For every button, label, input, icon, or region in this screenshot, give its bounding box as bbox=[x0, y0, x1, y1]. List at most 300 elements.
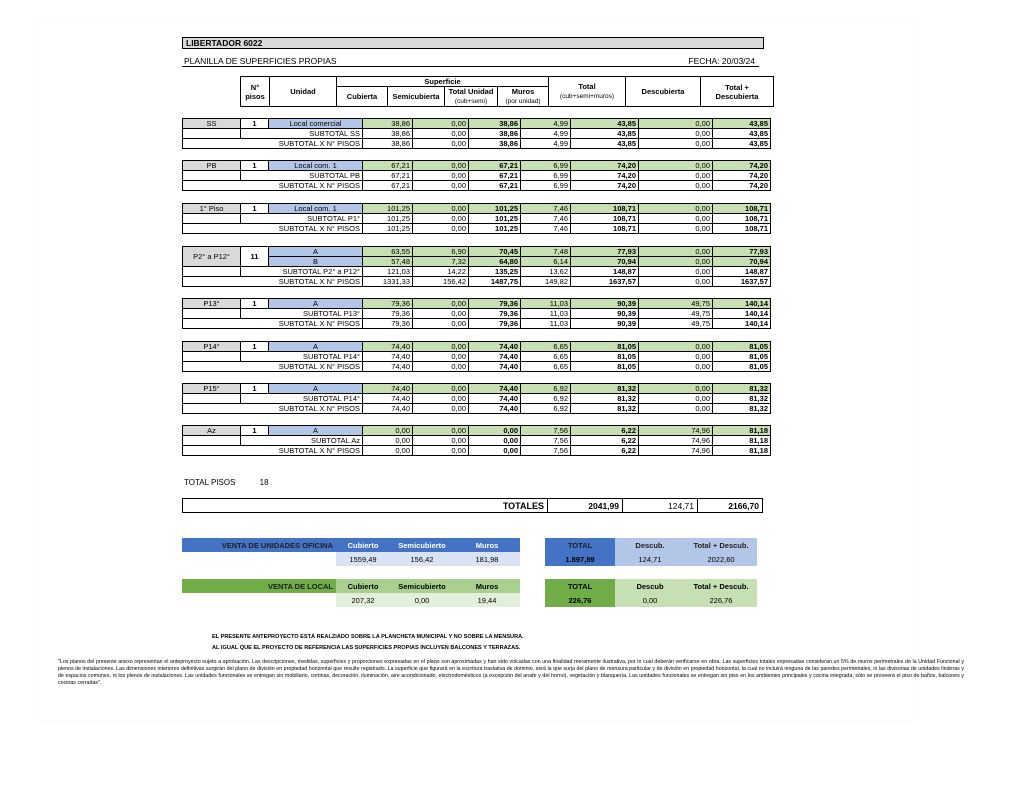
unit-name: B bbox=[269, 257, 363, 267]
muros-cell: 6,65 bbox=[521, 362, 571, 372]
total-cell: 74,20 bbox=[571, 161, 639, 171]
muros-cell: 7,48 bbox=[521, 247, 571, 257]
descubierta-cell: 0,00 bbox=[639, 224, 713, 234]
cubierta-cell: 38,86 bbox=[363, 129, 413, 139]
muros-cell: 4,99 bbox=[521, 129, 571, 139]
venta-oficina-h-totaldesc: Total + Descub. bbox=[685, 538, 757, 552]
venta-local-blank bbox=[182, 593, 336, 607]
venta-oficina-v-semicubierto: 156,42 bbox=[390, 552, 454, 566]
table-row bbox=[183, 247, 771, 257]
total-cell: 90,39 bbox=[571, 319, 639, 329]
muros-cell: 6,92 bbox=[521, 394, 571, 404]
subtotal-pisos-label: SUBTOTAL X N° PISOS bbox=[183, 277, 363, 287]
total-unidad-cell: 67,21 bbox=[469, 161, 521, 171]
disclaimer-text: "Los planos del presente anexo representan el anteproyecto sujeto a aprobación. Las descripciones, medidas, superficies y proporciones expresadas en el plano son aproximadas y han sido volcadas con una finalidad meramente ilustrativa, por lo cual deberán verificarse en obra. Las superficies totales expresadas consideran un 5% de muros perimetrales de la Unidad Funcional y plenos de instalaciones. Las dimensiones interiores definitivas surgirán del plano de división en propiedad horizontal que resulte registrado. La superficie que figurará en la escritura traslativa de dominio, será la que surja del plano de mensura particular y de división en propiedad horizontal, la cual no incluirá ninguna de las paredes perimetrales, ni las divisorias de unidades linderas y de espacios comunes, ni los plenos de instalaciones. Las unidades funcionales se entregan sin mobiliario, cortinas, decoración, iluminación, aire acondicionado, electrodomésticos (a excepción del anafe y del horno), vegetación y blanquería. Las unidades funcionales se entregan sin piso en los ambientes principales y cocina integrada; sólo se proveerá el piso de baños, balcones y cocinas cerradas". bbox=[58, 659, 964, 686]
total-desc-cell: 148,87 bbox=[713, 267, 771, 277]
floor-label: SS bbox=[183, 119, 241, 129]
total-cell: 77,93 bbox=[571, 247, 639, 257]
subtotal-label: SUBTOTAL P14° bbox=[241, 394, 363, 404]
total-desc-cell: 70,94 bbox=[713, 257, 771, 267]
venta-local-h-descub: Descub bbox=[615, 579, 685, 593]
total-unidad-cell: 79,36 bbox=[469, 319, 521, 329]
table-row bbox=[183, 309, 771, 319]
floor-count: 1 bbox=[241, 299, 269, 309]
semicubierta-cell: 0,00 bbox=[413, 119, 469, 129]
col-descubierta: Descubierta bbox=[626, 77, 701, 107]
total-unidad-cell: 70,45 bbox=[469, 247, 521, 257]
muros-cell: 6,99 bbox=[521, 171, 571, 181]
total-desc-cell: 81,05 bbox=[713, 352, 771, 362]
totales-row bbox=[182, 498, 763, 513]
floor-count: 1 bbox=[241, 161, 269, 171]
total-desc-cell: 81,32 bbox=[713, 384, 771, 394]
total-desc-cell: 81,18 bbox=[713, 426, 771, 436]
subtotal-pisos-label: SUBTOTAL X N° PISOS bbox=[183, 224, 363, 234]
venta-local-h-totaldesc: Total + Descub. bbox=[685, 579, 757, 593]
semicubierta-cell: 156,42 bbox=[413, 277, 469, 287]
floor-group-table bbox=[182, 160, 771, 191]
venta-oficina-h-muros: Muros bbox=[454, 538, 520, 552]
total-desc-cell: 108,71 bbox=[713, 204, 771, 214]
venta-local-v-descub: 0,00 bbox=[615, 593, 685, 607]
cubierta-cell: 0,00 bbox=[363, 446, 413, 456]
venta-oficina-blank bbox=[182, 552, 336, 566]
note-balcones: AL IGUAL QUE EL PROYECTO DE REFERENCIA LAS SUPERFICIES PROPIAS INCLUYEN BALCONES Y TERRAZAS. bbox=[212, 645, 521, 651]
total-unidad-cell: 74,40 bbox=[469, 404, 521, 414]
floor-label: 1° Piso bbox=[183, 204, 241, 214]
cubierta-cell: 67,21 bbox=[363, 181, 413, 191]
total-unidad-cell: 1487,75 bbox=[469, 277, 521, 287]
total-cell: 43,85 bbox=[571, 139, 639, 149]
venta-local-label: VENTA DE LOCAL bbox=[182, 579, 336, 593]
table-row bbox=[183, 384, 771, 394]
table-row bbox=[183, 342, 771, 352]
total-desc-cell: 81,18 bbox=[713, 436, 771, 446]
floor-count: 11 bbox=[241, 247, 269, 267]
descubierta-cell: 74,96 bbox=[639, 436, 713, 446]
table-row bbox=[183, 139, 771, 149]
blank-cell bbox=[183, 436, 241, 446]
total-cell: 43,85 bbox=[571, 129, 639, 139]
subtotal-label: SUBTOTAL P14° bbox=[241, 352, 363, 362]
floor-count: 1 bbox=[241, 342, 269, 352]
floor-group-table bbox=[182, 203, 771, 234]
table-row bbox=[183, 319, 771, 329]
table-row bbox=[183, 436, 771, 446]
table-row bbox=[183, 426, 771, 436]
totales-total-desc: 2166,70 bbox=[698, 499, 763, 513]
total-cell: 6,22 bbox=[571, 426, 639, 436]
floor-label: P2° a P12° bbox=[183, 247, 241, 267]
floor-count: 1 bbox=[241, 204, 269, 214]
col-total-unidad: Total Unidad (cub+semi) bbox=[445, 87, 498, 107]
semicubierta-cell: 0,00 bbox=[413, 426, 469, 436]
venta-oficina-h-total: TOTAL bbox=[545, 538, 615, 552]
sheet-subtitle-bar bbox=[182, 56, 759, 67]
muros-cell: 7,56 bbox=[521, 426, 571, 436]
total-unidad-cell: 79,36 bbox=[469, 299, 521, 309]
venta-local-h-cubierto: Cubierto bbox=[336, 579, 390, 593]
descubierta-cell: 0,00 bbox=[639, 404, 713, 414]
note-plancheta: EL PRESENTE ANTEPROYECTO ESTÁ REALZIADO SOBRE LA PLANCHETA MUNICIPAL Y NO SOBRE LA MENSURA. bbox=[212, 634, 524, 640]
total-cell: 90,39 bbox=[571, 299, 639, 309]
unit-name: Local com. 1 bbox=[269, 161, 363, 171]
table-row bbox=[183, 267, 771, 277]
total-desc-cell: 74,20 bbox=[713, 171, 771, 181]
total-cell: 6,22 bbox=[571, 436, 639, 446]
subtotal-pisos-label: SUBTOTAL X N° PISOS bbox=[183, 446, 363, 456]
floor-label: P13° bbox=[183, 299, 241, 309]
total-cell: 43,85 bbox=[571, 119, 639, 129]
table-row bbox=[183, 204, 771, 214]
floor-count: 1 bbox=[241, 384, 269, 394]
total-desc-cell: 81,32 bbox=[713, 404, 771, 414]
total-desc-cell: 140,14 bbox=[713, 299, 771, 309]
total-unidad-cell: 74,40 bbox=[469, 384, 521, 394]
total-desc-cell: 108,71 bbox=[713, 224, 771, 234]
semicubierta-cell: 0,00 bbox=[413, 224, 469, 234]
col-npisos: N° pisos bbox=[241, 77, 270, 107]
cubierta-cell: 79,36 bbox=[363, 309, 413, 319]
table-row bbox=[183, 404, 771, 414]
descubierta-cell: 0,00 bbox=[639, 277, 713, 287]
total-cell: 81,32 bbox=[571, 404, 639, 414]
floor-label: P14° bbox=[183, 342, 241, 352]
muros-cell: 6,65 bbox=[521, 342, 571, 352]
sheet-date: FECHA: 20/03/24 bbox=[688, 56, 755, 66]
venta-oficina-v-cubierto: 1559,49 bbox=[336, 552, 390, 566]
total-unidad-cell: 0,00 bbox=[469, 446, 521, 456]
table-row bbox=[183, 352, 771, 362]
total-cell: 1637,57 bbox=[571, 277, 639, 287]
semicubierta-cell: 6,90 bbox=[413, 247, 469, 257]
total-cell: 108,71 bbox=[571, 224, 639, 234]
muros-cell: 13,62 bbox=[521, 267, 571, 277]
floor-group-table bbox=[182, 425, 771, 456]
semicubierta-cell: 0,00 bbox=[413, 161, 469, 171]
total-unidad-cell: 38,86 bbox=[469, 129, 521, 139]
venta-local-h-total: TOTAL bbox=[545, 579, 615, 593]
total-pisos bbox=[184, 478, 269, 487]
venta-oficina-v-muros: 181,98 bbox=[454, 552, 520, 566]
blank-cell bbox=[183, 171, 241, 181]
semicubierta-cell: 0,00 bbox=[413, 319, 469, 329]
descubierta-cell: 0,00 bbox=[639, 139, 713, 149]
floor-label: Az bbox=[183, 426, 241, 436]
cubierta-cell: 74,40 bbox=[363, 362, 413, 372]
subtotal-pisos-label: SUBTOTAL X N° PISOS bbox=[183, 181, 363, 191]
total-desc-cell: 74,20 bbox=[713, 161, 771, 171]
table-row bbox=[183, 129, 771, 139]
table-row bbox=[183, 214, 771, 224]
cubierta-cell: 74,40 bbox=[363, 342, 413, 352]
total-unidad-cell: 0,00 bbox=[469, 426, 521, 436]
descubierta-cell: 0,00 bbox=[639, 257, 713, 267]
total-unidad-cell: 67,21 bbox=[469, 171, 521, 181]
col-semicubierta: Semicubierta bbox=[388, 87, 445, 107]
total-cell: 81,05 bbox=[571, 352, 639, 362]
table-row bbox=[183, 446, 771, 456]
floor-label: P15° bbox=[183, 384, 241, 394]
muros-cell: 4,99 bbox=[521, 139, 571, 149]
cubierta-cell: 79,36 bbox=[363, 299, 413, 309]
floor-group-table bbox=[182, 383, 771, 414]
venta-oficina-v-total: 1.897,89 bbox=[545, 552, 615, 566]
table-row bbox=[183, 362, 771, 372]
semicubierta-cell: 0,00 bbox=[413, 436, 469, 446]
table-row bbox=[183, 119, 771, 129]
descubierta-cell: 49,75 bbox=[639, 309, 713, 319]
unit-name: Local com. 1 bbox=[269, 204, 363, 214]
floor-count: 1 bbox=[241, 119, 269, 129]
total-cell: 148,87 bbox=[571, 267, 639, 277]
table-row bbox=[183, 171, 771, 181]
total-unidad-cell: 67,21 bbox=[469, 181, 521, 191]
semicubierta-cell: 0,00 bbox=[413, 352, 469, 362]
total-cell: 70,94 bbox=[571, 257, 639, 267]
cubierta-cell: 101,25 bbox=[363, 204, 413, 214]
col-unidad: Unidad bbox=[270, 77, 337, 107]
total-unidad-cell: 79,36 bbox=[469, 309, 521, 319]
venta-oficina-v-totaldesc: 2022,60 bbox=[685, 552, 757, 566]
floor-group-table bbox=[182, 246, 771, 287]
muros-cell: 6,99 bbox=[521, 161, 571, 171]
semicubierta-cell: 0,00 bbox=[413, 309, 469, 319]
descubierta-cell: 74,96 bbox=[639, 446, 713, 456]
descubierta-cell: 49,75 bbox=[639, 319, 713, 329]
venta-local-v-semicubierto: 0,00 bbox=[390, 593, 454, 607]
subtotal-pisos-label: SUBTOTAL X N° PISOS bbox=[183, 139, 363, 149]
cubierta-cell: 101,25 bbox=[363, 224, 413, 234]
descubierta-cell: 0,00 bbox=[639, 161, 713, 171]
venta-local-h-semicubierto: Semicubierto bbox=[390, 579, 454, 593]
col-total: Total (cub+semi+muros) bbox=[549, 77, 626, 107]
semicubierta-cell: 14,22 bbox=[413, 267, 469, 277]
semicubierta-cell: 0,00 bbox=[413, 446, 469, 456]
descubierta-cell: 0,00 bbox=[639, 394, 713, 404]
muros-cell: 6,14 bbox=[521, 257, 571, 267]
floor-group-table bbox=[182, 341, 771, 372]
total-unidad-cell: 74,40 bbox=[469, 394, 521, 404]
floor-group-table bbox=[182, 298, 771, 329]
venta-local-v-total: 226,76 bbox=[545, 593, 615, 607]
muros-cell: 7,56 bbox=[521, 436, 571, 446]
descubierta-cell: 0,00 bbox=[639, 352, 713, 362]
total-unidad-cell: 74,40 bbox=[469, 352, 521, 362]
cubierta-cell: 57,48 bbox=[363, 257, 413, 267]
document-title: LIBERTADOR 6022 bbox=[182, 37, 764, 49]
table-row bbox=[183, 394, 771, 404]
total-desc-cell: 74,20 bbox=[713, 181, 771, 191]
cubierta-cell: 121,03 bbox=[363, 267, 413, 277]
muros-cell: 7,56 bbox=[521, 446, 571, 456]
venta-oficina-table bbox=[182, 538, 520, 566]
unit-name: A bbox=[269, 299, 363, 309]
subtotal-label: SUBTOTAL P1° bbox=[241, 214, 363, 224]
cubierta-cell: 63,55 bbox=[363, 247, 413, 257]
venta-oficina-label: VENTA DE UNIDADES OFICINA bbox=[182, 538, 336, 552]
table-row bbox=[183, 161, 771, 171]
venta-local-totals bbox=[545, 579, 757, 607]
semicubierta-cell: 0,00 bbox=[413, 171, 469, 181]
semicubierta-cell: 0,00 bbox=[413, 362, 469, 372]
muros-cell: 11,03 bbox=[521, 299, 571, 309]
semicubierta-cell: 0,00 bbox=[413, 214, 469, 224]
descubierta-cell: 0,00 bbox=[639, 119, 713, 129]
total-desc-cell: 140,14 bbox=[713, 319, 771, 329]
column-header-table bbox=[240, 76, 774, 107]
cubierta-cell: 38,86 bbox=[363, 139, 413, 149]
muros-cell: 4,99 bbox=[521, 119, 571, 129]
semicubierta-cell: 0,00 bbox=[413, 204, 469, 214]
total-cell: 81,32 bbox=[571, 384, 639, 394]
total-desc-cell: 81,05 bbox=[713, 362, 771, 372]
semicubierta-cell: 0,00 bbox=[413, 394, 469, 404]
venta-local-v-cubierto: 207,32 bbox=[336, 593, 390, 607]
total-unidad-cell: 64,80 bbox=[469, 257, 521, 267]
cubierta-cell: 101,25 bbox=[363, 214, 413, 224]
total-desc-cell: 43,85 bbox=[713, 119, 771, 129]
descubierta-cell: 0,00 bbox=[639, 247, 713, 257]
total-unidad-cell: 74,40 bbox=[469, 342, 521, 352]
sheet-subtitle: PLANILLA DE SUPERFICIES PROPIAS bbox=[184, 56, 337, 66]
floor-group-table bbox=[182, 118, 771, 149]
cubierta-cell: 67,21 bbox=[363, 171, 413, 181]
muros-cell: 6,65 bbox=[521, 352, 571, 362]
venta-oficina-v-descub: 124,71 bbox=[615, 552, 685, 566]
total-cell: 108,71 bbox=[571, 204, 639, 214]
unit-name: A bbox=[269, 342, 363, 352]
descubierta-cell: 49,75 bbox=[639, 299, 713, 309]
cubierta-cell: 1331,33 bbox=[363, 277, 413, 287]
descubierta-cell: 0,00 bbox=[639, 171, 713, 181]
muros-cell: 7,46 bbox=[521, 224, 571, 234]
total-desc-cell: 1637,57 bbox=[713, 277, 771, 287]
venta-local-v-muros: 19,44 bbox=[454, 593, 520, 607]
col-cubierta: Cubierta bbox=[337, 87, 388, 107]
descubierta-cell: 0,00 bbox=[639, 204, 713, 214]
subtotal-pisos-label: SUBTOTAL X N° PISOS bbox=[183, 319, 363, 329]
total-pisos-label: TOTAL PISOS bbox=[184, 478, 236, 487]
total-desc-cell: 43,85 bbox=[713, 129, 771, 139]
blank-cell bbox=[183, 129, 241, 139]
muros-cell: 7,46 bbox=[521, 204, 571, 214]
blank-cell bbox=[183, 309, 241, 319]
subtotal-pisos-label: SUBTOTAL X N° PISOS bbox=[183, 404, 363, 414]
descubierta-cell: 74,96 bbox=[639, 426, 713, 436]
subtotal-label: SUBTOTAL Az bbox=[241, 436, 363, 446]
descubierta-cell: 0,00 bbox=[639, 342, 713, 352]
muros-cell: 6,92 bbox=[521, 404, 571, 414]
subtotal-pisos-label: SUBTOTAL X N° PISOS bbox=[183, 362, 363, 372]
total-cell: 90,39 bbox=[571, 309, 639, 319]
total-unidad-cell: 135,25 bbox=[469, 267, 521, 277]
total-cell: 6,22 bbox=[571, 446, 639, 456]
total-unidad-cell: 101,25 bbox=[469, 214, 521, 224]
venta-local-h-muros: Muros bbox=[454, 579, 520, 593]
table-row bbox=[183, 224, 771, 234]
table-row bbox=[183, 257, 771, 267]
total-pisos-value: 18 bbox=[259, 478, 269, 487]
total-cell: 108,71 bbox=[571, 214, 639, 224]
muros-cell: 149,82 bbox=[521, 277, 571, 287]
semicubierta-cell: 7,32 bbox=[413, 257, 469, 267]
descubierta-cell: 0,00 bbox=[639, 362, 713, 372]
totales-label: TOTALES bbox=[183, 499, 548, 513]
venta-oficina-h-semicubierto: Semicubierto bbox=[390, 538, 454, 552]
total-desc-cell: 140,14 bbox=[713, 309, 771, 319]
subtotal-label: SUBTOTAL PB bbox=[241, 171, 363, 181]
subtotal-label: SUBTOTAL P13° bbox=[241, 309, 363, 319]
descubierta-cell: 0,00 bbox=[639, 384, 713, 394]
table-row bbox=[183, 277, 771, 287]
muros-cell: 6,92 bbox=[521, 384, 571, 394]
total-unidad-cell: 38,86 bbox=[469, 139, 521, 149]
descubierta-cell: 0,00 bbox=[639, 181, 713, 191]
total-desc-cell: 43,85 bbox=[713, 139, 771, 149]
total-desc-cell: 81,18 bbox=[713, 446, 771, 456]
total-unidad-cell: 0,00 bbox=[469, 436, 521, 446]
muros-cell: 11,03 bbox=[521, 319, 571, 329]
venta-oficina-totals bbox=[545, 538, 757, 566]
total-cell: 74,20 bbox=[571, 181, 639, 191]
muros-cell: 6,99 bbox=[521, 181, 571, 191]
semicubierta-cell: 0,00 bbox=[413, 342, 469, 352]
total-cell: 81,05 bbox=[571, 362, 639, 372]
col-total-desc: Total + Descubierta bbox=[701, 77, 774, 107]
venta-oficina-h-descub: Descub. bbox=[615, 538, 685, 552]
total-unidad-cell: 38,86 bbox=[469, 119, 521, 129]
semicubierta-cell: 0,00 bbox=[413, 181, 469, 191]
muros-cell: 11,03 bbox=[521, 309, 571, 319]
blank-cell bbox=[183, 267, 241, 277]
total-desc-cell: 81,05 bbox=[713, 342, 771, 352]
muros-cell: 7,46 bbox=[521, 214, 571, 224]
cubierta-cell: 74,40 bbox=[363, 384, 413, 394]
cubierta-cell: 0,00 bbox=[363, 436, 413, 446]
subtotal-label: SUBTOTAL P2° a P12° bbox=[241, 267, 363, 277]
col-superficie: Superficie bbox=[337, 77, 549, 87]
subtotal-label: SUBTOTAL SS bbox=[241, 129, 363, 139]
col-muros: Muros (por unidad) bbox=[498, 87, 549, 107]
descubierta-cell: 0,00 bbox=[639, 267, 713, 277]
total-desc-cell: 77,93 bbox=[713, 247, 771, 257]
semicubierta-cell: 0,00 bbox=[413, 384, 469, 394]
descubierta-cell: 0,00 bbox=[639, 214, 713, 224]
cubierta-cell: 79,36 bbox=[363, 319, 413, 329]
blank-cell bbox=[183, 352, 241, 362]
semicubierta-cell: 0,00 bbox=[413, 139, 469, 149]
unit-name: A bbox=[269, 247, 363, 257]
cubierta-cell: 38,86 bbox=[363, 119, 413, 129]
cubierta-cell: 74,40 bbox=[363, 404, 413, 414]
unit-name: Local comercial bbox=[269, 119, 363, 129]
descubierta-cell: 0,00 bbox=[639, 129, 713, 139]
unit-name: A bbox=[269, 426, 363, 436]
semicubierta-cell: 0,00 bbox=[413, 299, 469, 309]
totales-total: 2041,99 bbox=[548, 499, 623, 513]
table-row bbox=[183, 299, 771, 309]
floor-label: PB bbox=[183, 161, 241, 171]
total-desc-cell: 108,71 bbox=[713, 214, 771, 224]
venta-local-v-totaldesc: 226,76 bbox=[685, 593, 757, 607]
floor-count: 1 bbox=[241, 426, 269, 436]
venta-local-table bbox=[182, 579, 520, 607]
totales-descubierta: 124,71 bbox=[623, 499, 698, 513]
semicubierta-cell: 0,00 bbox=[413, 129, 469, 139]
total-desc-cell: 81,32 bbox=[713, 394, 771, 404]
cubierta-cell: 74,40 bbox=[363, 394, 413, 404]
